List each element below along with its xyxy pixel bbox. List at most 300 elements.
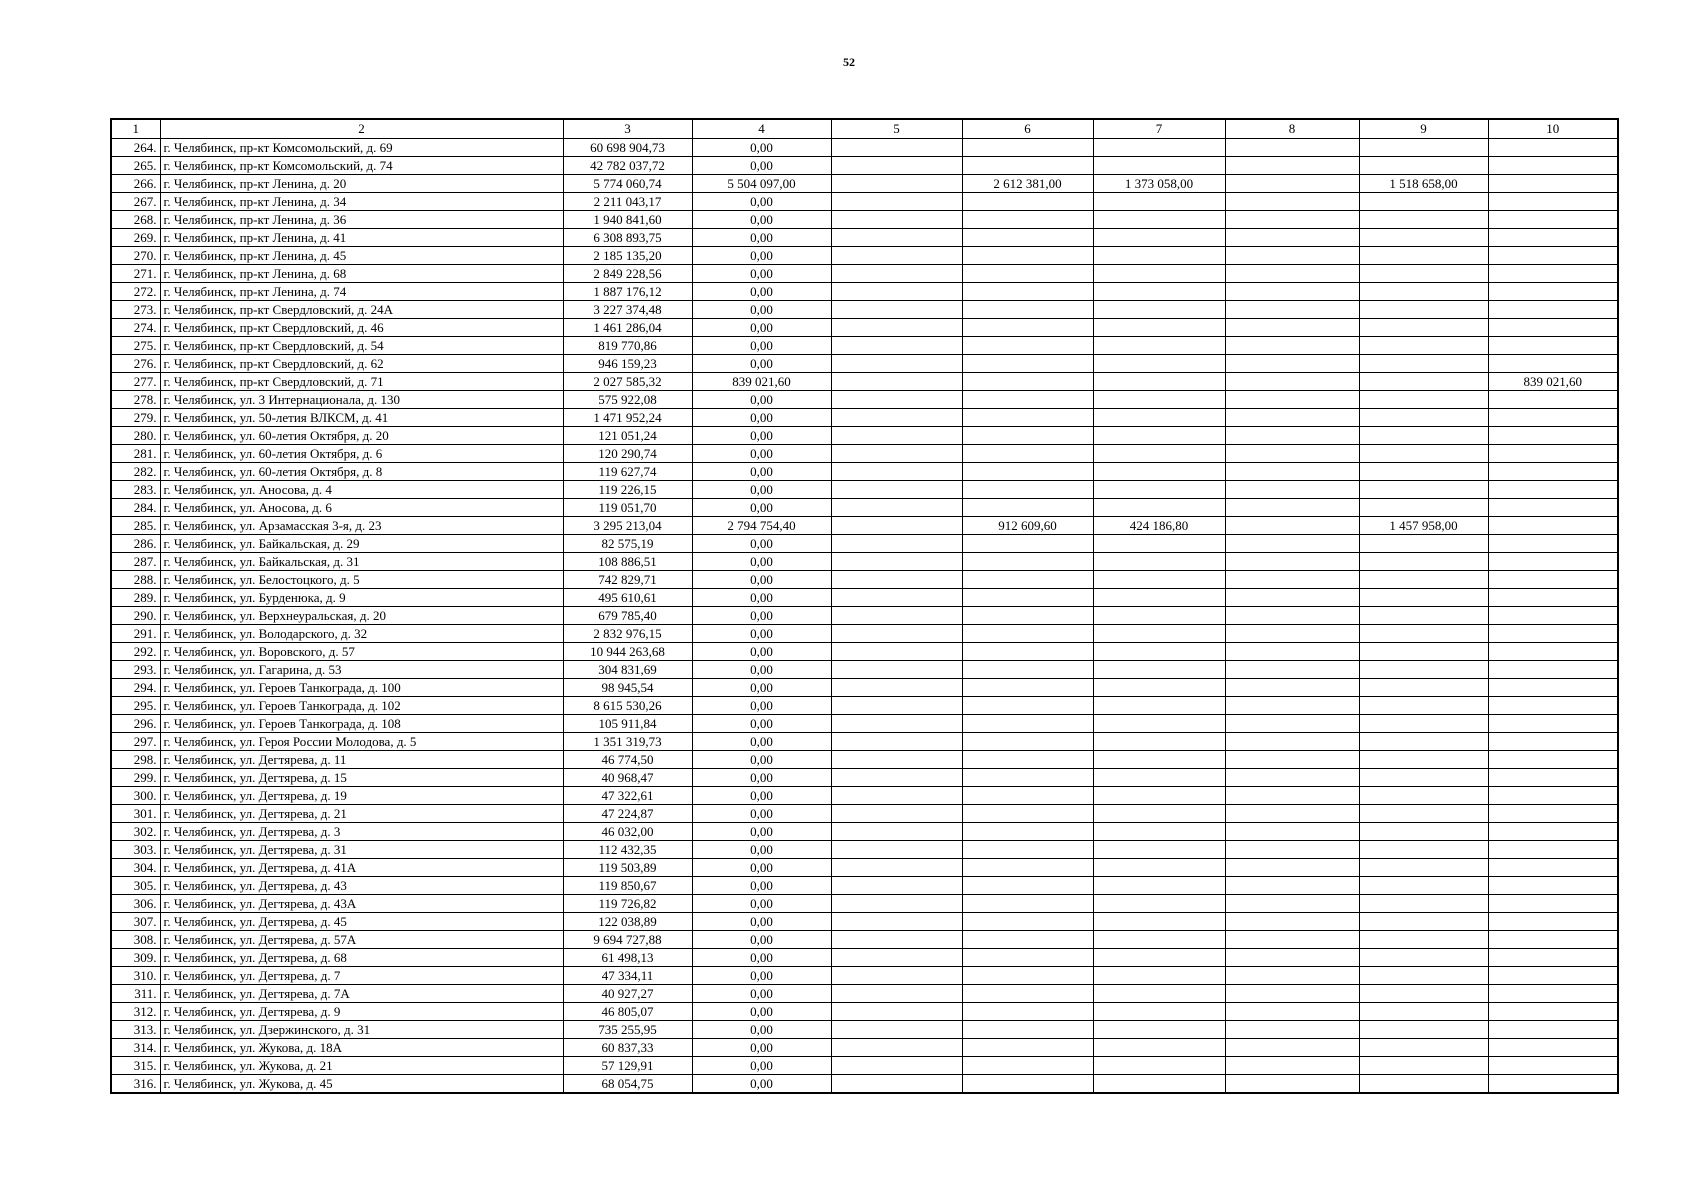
amount-col6-cell (962, 571, 1093, 589)
amount-col6-cell (962, 715, 1093, 733)
amount-col6-cell (962, 949, 1093, 967)
amount-col6-cell (962, 229, 1093, 247)
amount-col8-cell (1225, 535, 1359, 553)
amount-col4-cell: 0,00 (692, 139, 831, 157)
amount-col4-cell: 0,00 (692, 931, 831, 949)
amount-col8-cell (1225, 985, 1359, 1003)
address-cell: г. Челябинск, ул. Дзержинского, д. 31 (160, 1021, 563, 1039)
table-row (111, 625, 1618, 643)
amount-col10-cell (1488, 319, 1618, 337)
amount-col4-cell: 0,00 (692, 265, 831, 283)
amount-col6-cell (962, 319, 1093, 337)
table-row (111, 697, 1618, 715)
amount-col7-cell (1093, 373, 1225, 391)
amount-col3-cell: 47 334,11 (563, 967, 692, 985)
address-cell: г. Челябинск, пр-кт Свердловский, д. 24А (160, 301, 563, 319)
amount-col10-cell (1488, 661, 1618, 679)
amount-col10-cell (1488, 1003, 1618, 1021)
address-cell: г. Челябинск, ул. Дегтярева, д. 31 (160, 841, 563, 859)
address-cell: г. Челябинск, ул. 60-летия Октября, д. 20 (160, 427, 563, 445)
amount-col5-cell (831, 337, 962, 355)
row-number-cell: 292. (111, 643, 160, 661)
amount-col4-cell: 0,00 (692, 1021, 831, 1039)
amount-col10-cell (1488, 355, 1618, 373)
amount-col8-cell (1225, 751, 1359, 769)
amount-col7-cell: 424 186,80 (1093, 517, 1225, 535)
amount-col8-cell (1225, 589, 1359, 607)
row-number-cell: 285. (111, 517, 160, 535)
table-row (111, 481, 1618, 499)
address-cell: г. Челябинск, ул. Дегтярева, д. 11 (160, 751, 563, 769)
amount-col3-cell: 60 698 904,73 (563, 139, 692, 157)
amount-col5-cell (831, 805, 962, 823)
row-number-cell: 265. (111, 157, 160, 175)
amount-col6-cell (962, 895, 1093, 913)
row-number-cell: 291. (111, 625, 160, 643)
row-number-cell: 277. (111, 373, 160, 391)
amount-col8-cell (1225, 247, 1359, 265)
table-header (111, 119, 1618, 139)
amount-col5-cell (831, 697, 962, 715)
amount-col9-cell (1359, 841, 1488, 859)
amount-col10-cell (1488, 733, 1618, 751)
amount-col7-cell: 1 373 058,00 (1093, 175, 1225, 193)
amount-col7-cell (1093, 841, 1225, 859)
address-cell: г. Челябинск, пр-кт Ленина, д. 45 (160, 247, 563, 265)
amount-col8-cell (1225, 175, 1359, 193)
table-row (111, 895, 1618, 913)
amount-col8-cell (1225, 409, 1359, 427)
address-cell: г. Челябинск, пр-кт Свердловский, д. 54 (160, 337, 563, 355)
table-row (111, 643, 1618, 661)
address-cell: г. Челябинск, пр-кт Свердловский, д. 46 (160, 319, 563, 337)
address-cell: г. Челябинск, ул. Дегтярева, д. 43А (160, 895, 563, 913)
address-cell: г. Челябинск, ул. Дегтярева, д. 19 (160, 787, 563, 805)
amount-col7-cell (1093, 193, 1225, 211)
amount-col7-cell (1093, 877, 1225, 895)
row-number-cell: 275. (111, 337, 160, 355)
amount-col3-cell: 112 432,35 (563, 841, 692, 859)
table-row (111, 679, 1618, 697)
row-number-cell: 266. (111, 175, 160, 193)
amount-col8-cell (1225, 427, 1359, 445)
table-row (111, 1003, 1618, 1021)
row-number-cell: 304. (111, 859, 160, 877)
amount-col3-cell: 42 782 037,72 (563, 157, 692, 175)
row-number-cell: 290. (111, 607, 160, 625)
amount-col9-cell (1359, 139, 1488, 157)
amount-col3-cell: 819 770,86 (563, 337, 692, 355)
amount-col5-cell (831, 625, 962, 643)
address-cell: г. Челябинск, пр-кт Комсомольский, д. 69 (160, 139, 563, 157)
amount-col10-cell (1488, 895, 1618, 913)
amount-col4-cell: 0,00 (692, 409, 831, 427)
amount-col4-cell: 0,00 (692, 895, 831, 913)
table-row (111, 985, 1618, 1003)
amount-col3-cell: 119 726,82 (563, 895, 692, 913)
amount-col9-cell (1359, 1039, 1488, 1057)
amount-col8-cell (1225, 373, 1359, 391)
amount-col7-cell (1093, 1057, 1225, 1075)
amount-col5-cell (831, 265, 962, 283)
row-number-cell: 284. (111, 499, 160, 517)
page-number: 52 (843, 55, 855, 69)
amount-col5-cell (831, 409, 962, 427)
amount-col4-cell: 0,00 (692, 445, 831, 463)
row-number-cell: 288. (111, 571, 160, 589)
amount-col9-cell (1359, 715, 1488, 733)
amount-col6-cell (962, 931, 1093, 949)
amount-col4-cell: 0,00 (692, 679, 831, 697)
amount-col9-cell (1359, 643, 1488, 661)
amount-col10-cell (1488, 445, 1618, 463)
table-row (111, 877, 1618, 895)
amount-col6-cell: 2 612 381,00 (962, 175, 1093, 193)
amount-col5-cell (831, 553, 962, 571)
amount-col9-cell: 1 518 658,00 (1359, 175, 1488, 193)
address-cell: г. Челябинск, ул. 60-летия Октября, д. 8 (160, 463, 563, 481)
address-cell: г. Челябинск, ул. Дегтярева, д. 41А (160, 859, 563, 877)
amount-col10-cell (1488, 859, 1618, 877)
amount-col9-cell (1359, 967, 1488, 985)
row-number-cell: 296. (111, 715, 160, 733)
amount-col5-cell (831, 1003, 962, 1021)
amount-col9-cell: 1 457 958,00 (1359, 517, 1488, 535)
amount-col3-cell: 57 129,91 (563, 1057, 692, 1075)
amount-col7-cell (1093, 391, 1225, 409)
amount-col6-cell (962, 157, 1093, 175)
table-row (111, 571, 1618, 589)
amount-col3-cell: 60 837,33 (563, 1039, 692, 1057)
amount-col5-cell (831, 319, 962, 337)
address-cell: г. Челябинск, ул. 60-летия Октября, д. 6 (160, 445, 563, 463)
row-number-cell: 264. (111, 139, 160, 157)
table-row (111, 265, 1618, 283)
row-number-cell: 282. (111, 463, 160, 481)
amount-col9-cell (1359, 373, 1488, 391)
amount-col7-cell (1093, 265, 1225, 283)
amount-col10-cell (1488, 391, 1618, 409)
amount-col7-cell (1093, 1039, 1225, 1057)
address-cell: г. Челябинск, ул. Володарского, д. 32 (160, 625, 563, 643)
amount-col3-cell: 735 255,95 (563, 1021, 692, 1039)
amount-col3-cell: 47 322,61 (563, 787, 692, 805)
amount-col6-cell (962, 589, 1093, 607)
amount-col9-cell (1359, 1021, 1488, 1039)
row-number-cell: 267. (111, 193, 160, 211)
amount-col3-cell: 6 308 893,75 (563, 229, 692, 247)
column-header: 2 (160, 119, 563, 139)
amount-col4-cell: 0,00 (692, 715, 831, 733)
amount-col7-cell (1093, 445, 1225, 463)
row-number-cell: 308. (111, 931, 160, 949)
amount-col10-cell (1488, 697, 1618, 715)
amount-col5-cell (831, 571, 962, 589)
amount-col10-cell (1488, 247, 1618, 265)
address-cell: г. Челябинск, пр-кт Ленина, д. 34 (160, 193, 563, 211)
amount-col4-cell: 0,00 (692, 751, 831, 769)
amount-col10-cell (1488, 463, 1618, 481)
amount-col8-cell (1225, 697, 1359, 715)
amount-col4-cell: 2 794 754,40 (692, 517, 831, 535)
amount-col10-cell (1488, 1039, 1618, 1057)
amount-col5-cell (831, 535, 962, 553)
table-row (111, 823, 1618, 841)
amount-col10-cell (1488, 553, 1618, 571)
amount-col10-cell (1488, 427, 1618, 445)
amount-col4-cell: 0,00 (692, 1057, 831, 1075)
table-row (111, 967, 1618, 985)
amount-col4-cell: 0,00 (692, 625, 831, 643)
address-cell: г. Челябинск, ул. Аносова, д. 4 (160, 481, 563, 499)
amount-col5-cell (831, 895, 962, 913)
table-row (111, 589, 1618, 607)
amount-col4-cell: 0,00 (692, 355, 831, 373)
amount-col9-cell (1359, 805, 1488, 823)
address-cell: г. Челябинск, ул. Бурденюка, д. 9 (160, 589, 563, 607)
address-cell: г. Челябинск, ул. Героя России Молодова, д. 5 (160, 733, 563, 751)
amount-col7-cell (1093, 553, 1225, 571)
address-cell: г. Челябинск, ул. Байкальская, д. 31 (160, 553, 563, 571)
amount-col3-cell: 5 774 060,74 (563, 175, 692, 193)
amount-col10-cell (1488, 157, 1618, 175)
address-cell: г. Челябинск, ул. Дегтярева, д. 7 (160, 967, 563, 985)
amount-col4-cell: 0,00 (692, 823, 831, 841)
address-cell: г. Челябинск, пр-кт Ленина, д. 74 (160, 283, 563, 301)
amount-col7-cell (1093, 823, 1225, 841)
row-number-cell: 305. (111, 877, 160, 895)
amount-col4-cell: 0,00 (692, 157, 831, 175)
row-number-cell: 302. (111, 823, 160, 841)
amount-col6-cell (962, 967, 1093, 985)
amount-col7-cell (1093, 787, 1225, 805)
amount-col9-cell (1359, 1003, 1488, 1021)
amount-col4-cell: 0,00 (692, 247, 831, 265)
amount-col5-cell (831, 751, 962, 769)
amount-col8-cell (1225, 1021, 1359, 1039)
amount-col9-cell (1359, 427, 1488, 445)
amount-col10-cell (1488, 265, 1618, 283)
row-number-cell: 294. (111, 679, 160, 697)
amount-col7-cell (1093, 463, 1225, 481)
amount-col7-cell (1093, 1075, 1225, 1094)
row-number-cell: 310. (111, 967, 160, 985)
amount-col7-cell (1093, 139, 1225, 157)
row-number-cell: 286. (111, 535, 160, 553)
amount-col10-cell: 839 021,60 (1488, 373, 1618, 391)
amount-col6-cell (962, 607, 1093, 625)
address-cell: г. Челябинск, ул. Жукова, д. 45 (160, 1075, 563, 1094)
table-row (111, 805, 1618, 823)
amount-col6-cell (962, 1039, 1093, 1057)
amount-col6-cell (962, 553, 1093, 571)
amount-col4-cell: 0,00 (692, 787, 831, 805)
amount-col6-cell (962, 805, 1093, 823)
row-number-cell: 271. (111, 265, 160, 283)
amount-col8-cell (1225, 157, 1359, 175)
amount-col9-cell (1359, 247, 1488, 265)
table-row (111, 607, 1618, 625)
amount-col8-cell (1225, 553, 1359, 571)
amount-col3-cell: 40 968,47 (563, 769, 692, 787)
amount-col3-cell: 121 051,24 (563, 427, 692, 445)
table-row (111, 913, 1618, 931)
amount-col5-cell (831, 481, 962, 499)
amount-col9-cell (1359, 193, 1488, 211)
address-cell: г. Челябинск, ул. Жукова, д. 21 (160, 1057, 563, 1075)
table-row (111, 355, 1618, 373)
row-number-cell: 299. (111, 769, 160, 787)
amount-col5-cell (831, 877, 962, 895)
address-cell: г. Челябинск, ул. Жукова, д. 18А (160, 1039, 563, 1057)
amount-col3-cell: 119 051,70 (563, 499, 692, 517)
amount-col5-cell (831, 247, 962, 265)
table-row (111, 301, 1618, 319)
address-cell: г. Челябинск, пр-кт Ленина, д. 68 (160, 265, 563, 283)
address-cell: г. Челябинск, ул. Белостоцкого, д. 5 (160, 571, 563, 589)
table-row (111, 391, 1618, 409)
amount-col5-cell (831, 157, 962, 175)
amount-col6-cell (962, 265, 1093, 283)
amount-col6-cell (962, 877, 1093, 895)
amount-col8-cell (1225, 355, 1359, 373)
amount-col6-cell (962, 859, 1093, 877)
address-cell: г. Челябинск, ул. Верхнеуральская, д. 20 (160, 607, 563, 625)
amount-col7-cell (1093, 535, 1225, 553)
amount-col3-cell: 2 211 043,17 (563, 193, 692, 211)
amount-col9-cell (1359, 985, 1488, 1003)
amount-col7-cell (1093, 589, 1225, 607)
amount-col3-cell: 46 805,07 (563, 1003, 692, 1021)
amount-col3-cell: 9 694 727,88 (563, 931, 692, 949)
amount-col10-cell (1488, 643, 1618, 661)
amount-col4-cell: 0,00 (692, 607, 831, 625)
amount-col10-cell (1488, 769, 1618, 787)
amount-col5-cell (831, 967, 962, 985)
amount-col10-cell (1488, 481, 1618, 499)
amount-col3-cell: 1 940 841,60 (563, 211, 692, 229)
address-cell: г. Челябинск, ул. Гагарина, д. 53 (160, 661, 563, 679)
amount-col8-cell (1225, 787, 1359, 805)
amount-col4-cell: 0,00 (692, 985, 831, 1003)
address-cell: г. Челябинск, пр-кт Ленина, д. 20 (160, 175, 563, 193)
amount-col4-cell: 0,00 (692, 877, 831, 895)
amount-col5-cell (831, 1039, 962, 1057)
amount-col10-cell (1488, 967, 1618, 985)
row-number-cell: 274. (111, 319, 160, 337)
amount-col7-cell (1093, 643, 1225, 661)
amount-col5-cell (831, 463, 962, 481)
table-row (111, 427, 1618, 445)
amount-col10-cell (1488, 337, 1618, 355)
row-number-cell: 278. (111, 391, 160, 409)
amount-col5-cell (831, 913, 962, 931)
amount-col3-cell: 61 498,13 (563, 949, 692, 967)
amount-col7-cell (1093, 301, 1225, 319)
table-row (111, 931, 1618, 949)
column-header: 10 (1488, 119, 1618, 139)
amount-col4-cell: 0,00 (692, 571, 831, 589)
amount-col9-cell (1359, 913, 1488, 931)
address-cell: г. Челябинск, ул. Дегтярева, д. 68 (160, 949, 563, 967)
amount-col10-cell (1488, 1057, 1618, 1075)
row-number-cell: 269. (111, 229, 160, 247)
amount-col7-cell (1093, 805, 1225, 823)
amount-col3-cell: 1 351 319,73 (563, 733, 692, 751)
row-number-cell: 306. (111, 895, 160, 913)
amount-col4-cell: 0,00 (692, 553, 831, 571)
row-number-cell: 300. (111, 787, 160, 805)
amount-col7-cell (1093, 661, 1225, 679)
amount-col7-cell (1093, 715, 1225, 733)
amount-col4-cell: 0,00 (692, 211, 831, 229)
amount-col3-cell: 1 471 952,24 (563, 409, 692, 427)
amount-col4-cell: 0,00 (692, 643, 831, 661)
amount-col6-cell (962, 481, 1093, 499)
amount-col3-cell: 1 461 286,04 (563, 319, 692, 337)
column-header: 1 (111, 119, 160, 139)
table-row (111, 1021, 1618, 1039)
amount-col6-cell (962, 769, 1093, 787)
amount-col9-cell (1359, 481, 1488, 499)
amount-col4-cell: 0,00 (692, 661, 831, 679)
table-row (111, 229, 1618, 247)
amount-col3-cell: 119 850,67 (563, 877, 692, 895)
amount-col9-cell (1359, 571, 1488, 589)
table-row (111, 463, 1618, 481)
table-row (111, 517, 1618, 535)
amount-col8-cell (1225, 337, 1359, 355)
amount-col5-cell (831, 373, 962, 391)
address-cell: г. Челябинск, ул. Байкальская, д. 29 (160, 535, 563, 553)
amount-col9-cell (1359, 1057, 1488, 1075)
amount-col5-cell (831, 283, 962, 301)
row-number-cell: 283. (111, 481, 160, 499)
row-number-cell: 293. (111, 661, 160, 679)
amount-col10-cell (1488, 931, 1618, 949)
row-number-cell: 295. (111, 697, 160, 715)
amount-col10-cell (1488, 715, 1618, 733)
amount-col4-cell: 0,00 (692, 463, 831, 481)
amount-col7-cell (1093, 319, 1225, 337)
amount-col7-cell (1093, 427, 1225, 445)
amount-col7-cell (1093, 355, 1225, 373)
table-row (111, 787, 1618, 805)
amount-col9-cell (1359, 823, 1488, 841)
amount-col9-cell (1359, 787, 1488, 805)
amount-col7-cell (1093, 337, 1225, 355)
table-row (111, 715, 1618, 733)
amount-col6-cell: 912 609,60 (962, 517, 1093, 535)
address-cell: г. Челябинск, ул. Дегтярева, д. 57А (160, 931, 563, 949)
amount-col8-cell (1225, 931, 1359, 949)
amount-col3-cell: 40 927,27 (563, 985, 692, 1003)
amount-col5-cell (831, 193, 962, 211)
amount-col10-cell (1488, 751, 1618, 769)
amount-col4-cell: 0,00 (692, 481, 831, 499)
row-number-cell: 303. (111, 841, 160, 859)
amount-col5-cell (831, 949, 962, 967)
row-number-cell: 309. (111, 949, 160, 967)
amount-col4-cell: 0,00 (692, 1039, 831, 1057)
amount-col7-cell (1093, 1021, 1225, 1039)
amount-col4-cell: 5 504 097,00 (692, 175, 831, 193)
amount-col3-cell: 304 831,69 (563, 661, 692, 679)
amount-col5-cell (831, 1075, 962, 1094)
amount-col5-cell (831, 301, 962, 319)
row-number-cell: 316. (111, 1075, 160, 1094)
table-row (111, 211, 1618, 229)
